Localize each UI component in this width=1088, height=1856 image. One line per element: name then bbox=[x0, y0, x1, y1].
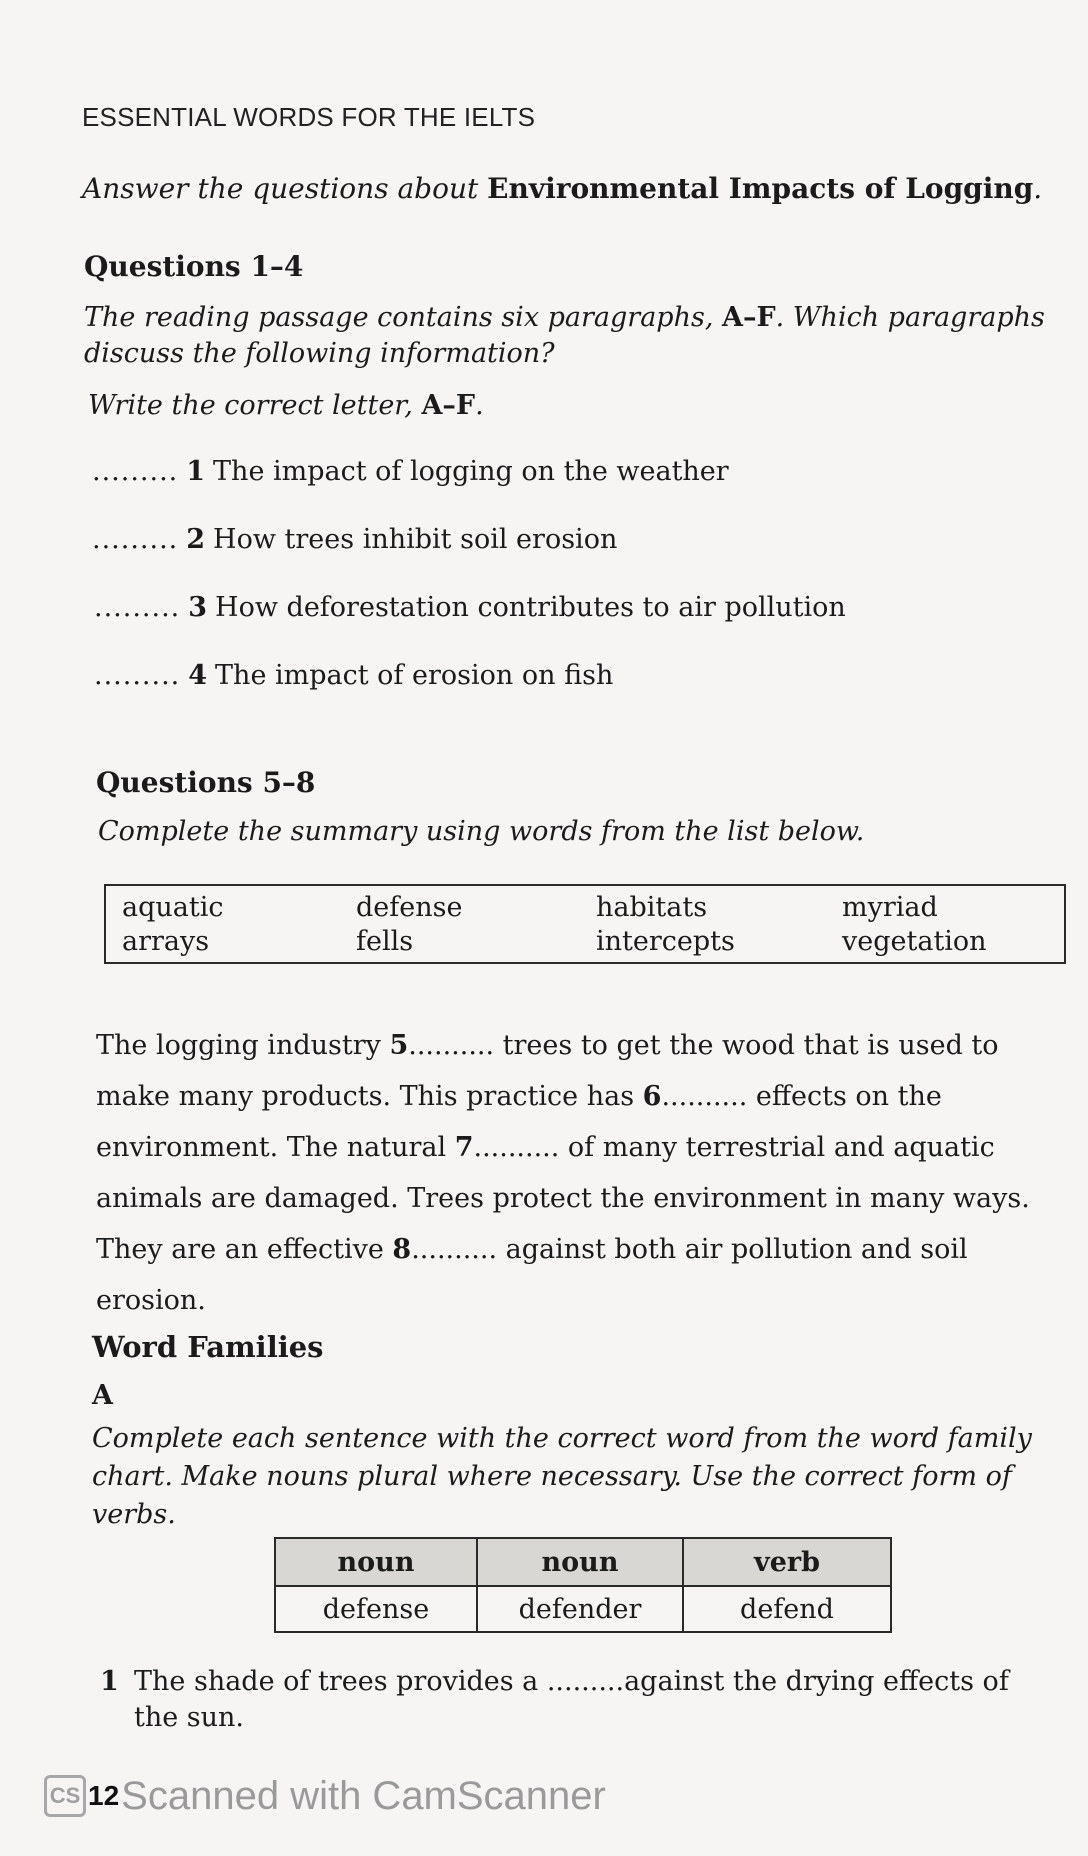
question-text: The impact of logging on the weather bbox=[213, 456, 729, 487]
instr-letters: A–F bbox=[722, 302, 776, 333]
summary-text: effects on the environment. The natural bbox=[96, 1081, 942, 1163]
question-item bbox=[92, 456, 729, 487]
page-number: 12 bbox=[88, 1780, 120, 1811]
instr-part: Write the correct letter, bbox=[88, 390, 413, 421]
word-option: arrays bbox=[122, 926, 210, 957]
summary-text: trees to get the wood that is used to make many products. This practice has bbox=[96, 1030, 999, 1112]
summary-paragraph bbox=[96, 1020, 1072, 1326]
exercise-text: The shade of trees provides a .........against the drying effects of the sun. bbox=[134, 1666, 1009, 1733]
instr-part: . bbox=[475, 390, 484, 421]
instr-letters: A–F bbox=[421, 390, 476, 421]
blank-number: 7 bbox=[454, 1132, 474, 1163]
exercise-number: 1 bbox=[100, 1666, 119, 1697]
questions-1-4-write-instruction bbox=[88, 388, 484, 424]
question-number: 3 bbox=[188, 592, 208, 623]
chart-header: noun bbox=[477, 1538, 683, 1586]
questions-1-4-instruction bbox=[84, 300, 1064, 372]
instr-part: The reading passage contains six paragraphs, bbox=[84, 302, 714, 333]
blank-number: 6 bbox=[642, 1081, 662, 1112]
word-option: aquatic bbox=[122, 892, 224, 923]
camscanner-logo-icon: CS bbox=[44, 1775, 86, 1817]
questions-5-8-instruction: Complete the summary using words from the list below. bbox=[98, 816, 865, 847]
word-option: habitats bbox=[596, 892, 708, 923]
answer-blank[interactable]: .......... bbox=[661, 1081, 748, 1112]
running-header: ESSENTIAL WORDS FOR THE IELTS bbox=[82, 102, 536, 132]
intro-end: . bbox=[1033, 172, 1043, 205]
chart-header: verb bbox=[683, 1538, 891, 1586]
question-text: How trees inhibit soil erosion bbox=[213, 524, 618, 555]
answer-blank[interactable]: ......... bbox=[92, 456, 179, 487]
question-item bbox=[94, 592, 846, 623]
questions-5-8-heading: Questions 5–8 bbox=[96, 766, 316, 799]
chart-cell: defense bbox=[275, 1586, 477, 1632]
question-number: 1 bbox=[186, 456, 206, 487]
page-footer bbox=[44, 1772, 606, 1820]
question-item bbox=[94, 660, 613, 691]
answer-blank[interactable]: .......... bbox=[411, 1234, 498, 1265]
answer-blank[interactable]: .......... bbox=[408, 1030, 495, 1061]
summary-text: The logging industry bbox=[96, 1030, 381, 1061]
word-option: vegetation bbox=[842, 926, 987, 957]
answer-blank[interactable]: ......... bbox=[94, 592, 181, 623]
intro-line bbox=[82, 172, 1042, 205]
blank-number: 5 bbox=[389, 1030, 409, 1061]
summary-text: against both air pollution and soil erosion. bbox=[96, 1234, 968, 1316]
word-option: myriad bbox=[842, 892, 938, 923]
word-option: defense bbox=[356, 892, 463, 923]
word-families-instruction: Complete each sentence with the correct word from the word family chart. Make nouns plural where necessary. Use the correct form of verbs. bbox=[92, 1423, 1032, 1530]
answer-blank[interactable]: ......... bbox=[92, 524, 179, 555]
section-letter: A bbox=[92, 1380, 113, 1411]
chart-cell: defender bbox=[477, 1586, 683, 1632]
chart-header: noun bbox=[275, 1538, 477, 1586]
blank-number: 8 bbox=[392, 1234, 412, 1265]
word-option: intercepts bbox=[596, 926, 735, 957]
question-number: 4 bbox=[188, 660, 208, 691]
question-item bbox=[92, 524, 617, 555]
word-families-heading: Word Families bbox=[92, 1330, 324, 1364]
chart-cell: defend bbox=[683, 1586, 891, 1632]
question-number: 2 bbox=[186, 524, 206, 555]
summary-text: of many terrestrial and aquatic animals are damaged. Trees protect the environment in many ways. They are an effective bbox=[96, 1132, 1030, 1265]
question-text: The impact of erosion on fish bbox=[215, 660, 614, 691]
answer-blank[interactable]: ......... bbox=[94, 660, 181, 691]
questions-1-4-heading: Questions 1–4 bbox=[84, 250, 304, 283]
answer-blank[interactable]: .......... bbox=[473, 1132, 560, 1163]
word-option: fells bbox=[356, 926, 414, 957]
intro-lead: Answer the questions about bbox=[82, 172, 479, 205]
word-list-box bbox=[104, 884, 1066, 964]
exercise-item bbox=[100, 1664, 1060, 1736]
scanner-watermark: Scanned with CamScanner bbox=[121, 1773, 606, 1818]
word-family-chart bbox=[274, 1537, 892, 1633]
question-text: How deforestation contributes to air pollution bbox=[215, 592, 846, 623]
instr-part: . Which paragraphs discuss the following information? bbox=[84, 302, 1045, 369]
passage-title: Environmental Impacts of Logging bbox=[487, 172, 1034, 205]
